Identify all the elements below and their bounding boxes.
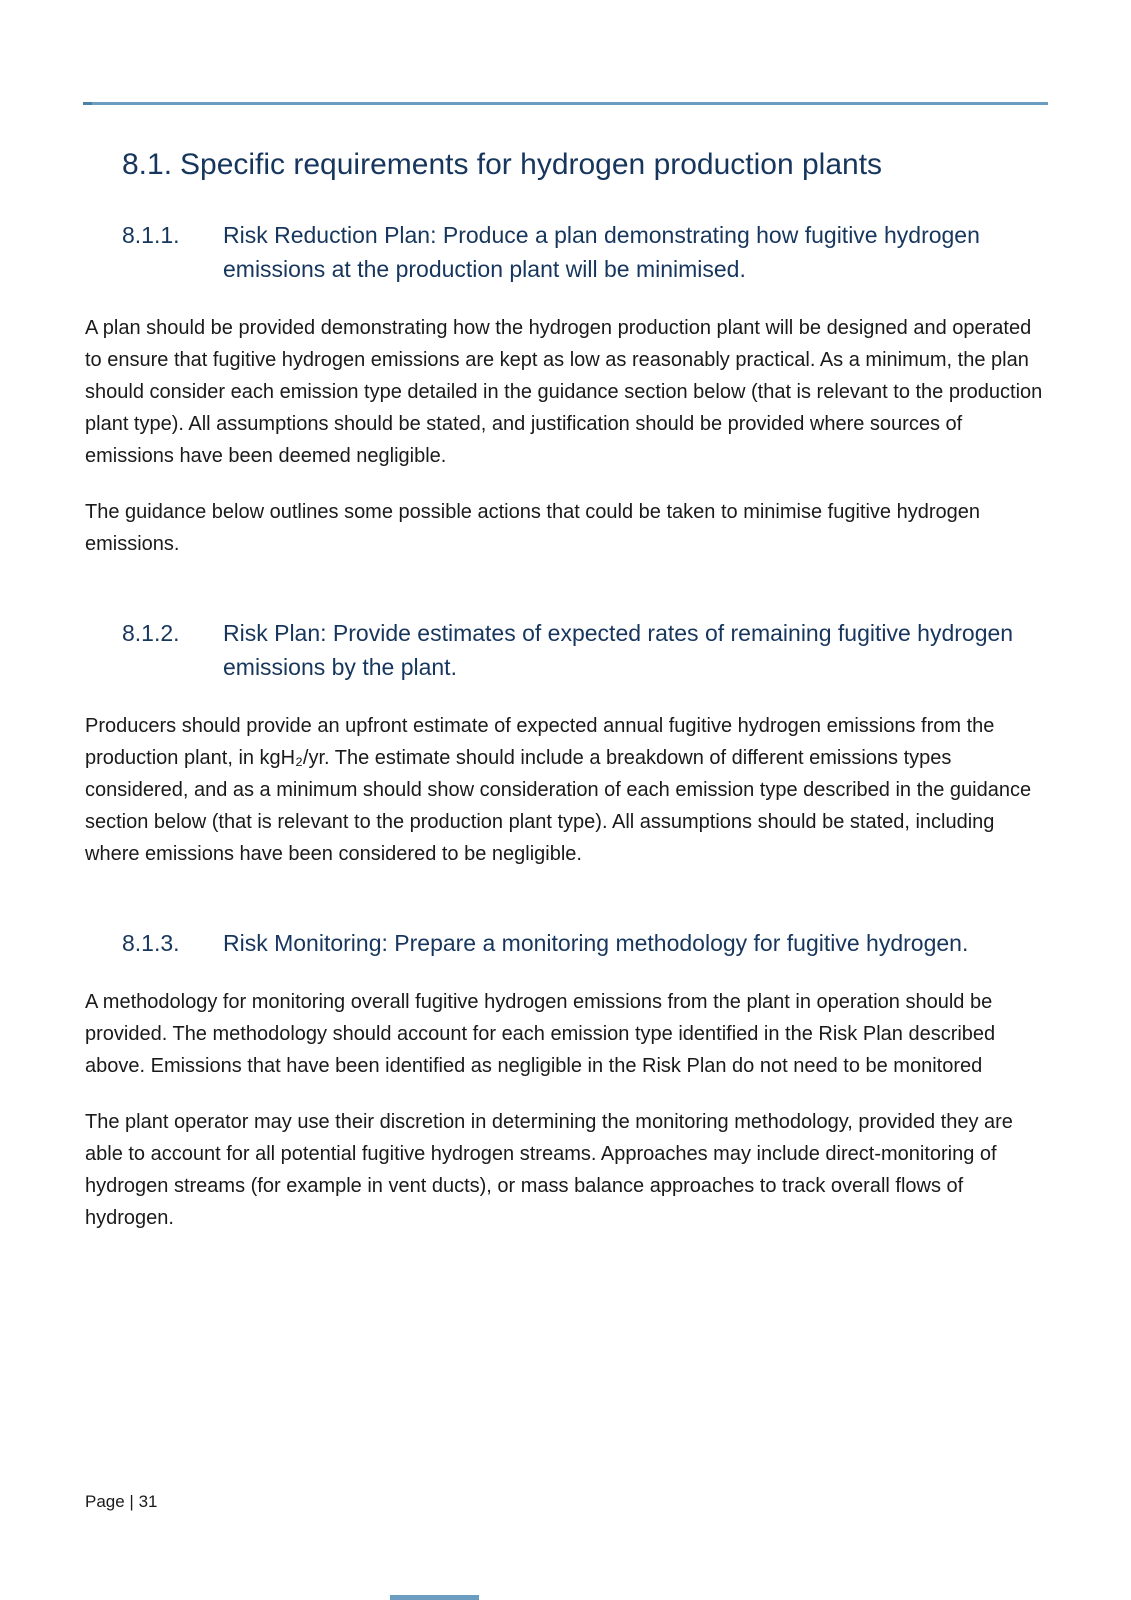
subsection-number: 8.1.2. xyxy=(122,620,180,646)
header-rule-cap xyxy=(83,102,92,105)
subsection-heading-8-1-1 xyxy=(122,218,1048,286)
subsection-number: 8.1.1. xyxy=(122,222,180,248)
next-page-rule xyxy=(390,1595,479,1600)
paragraph: The guidance below outlines some possible actions that could be taken to minimise fugitive hydrogen emissions. xyxy=(85,501,980,555)
subsection-heading-8-1-3 xyxy=(122,926,1048,960)
page-content xyxy=(85,146,1048,1234)
subsection-number: 8.1.3. xyxy=(122,930,180,956)
subsection-heading-8-1-2 xyxy=(122,616,1048,684)
paragraph: A methodology for monitoring overall fugitive hydrogen emissions from the plant in operation should be provided. The methodology should account for each emission type identified in the Risk Plan described above. Emissions that have been identified as negligible in the Risk Plan do not need to be monitored xyxy=(85,991,996,1077)
paragraph: The plant operator may use their discretion in determining the monitoring methodology, provided they are able to account for all potential fugitive hydrogen streams. Approaches may include direct-monitoring of hydrogen streams (for example in vent ducts), or mass balance approaches to track overall flows of hydrogen. xyxy=(85,1111,1013,1229)
page-number-footer: Page | 31 xyxy=(85,1492,158,1511)
paragraph: A plan should be provided demonstrating how the hydrogen production plant will be designed and operated to ensure that fugitive hydrogen emissions are kept as low as reasonably practical. As a minimum, the plan should consider each emission type detailed in the guidance section below (that is relevant to the production plant type). All assumptions should be stated, and justification should be provided where sources of emissions have been deemed negligible. xyxy=(85,317,1043,467)
section-number: 8.1. xyxy=(122,148,173,181)
section-title: Specific requirements for hydrogen production plants xyxy=(180,148,883,181)
header-rule xyxy=(83,102,1048,105)
section-heading-8-1 xyxy=(122,146,1048,184)
paragraph: Producers should provide an upfront estimate of expected annual fugitive hydrogen emissions from the production plant, in kgH₂/yr. The estimate should include a breakdown of different emissions types considered, and as a minimum should show consideration of each emission type described in the guidance section below (that is relevant to the production plant type). All assumptions should be stated, including where emissions have been considered to be negligible. xyxy=(85,715,1032,865)
subsection-title: Risk Monitoring: Prepare a monitoring methodology for fugitive hydrogen. xyxy=(223,930,969,956)
subsection-title: Risk Plan: Provide estimates of expected rates of remaining fugitive hydrogen emissions by the plant. xyxy=(223,620,1014,680)
subsection-title: Risk Reduction Plan: Produce a plan demonstrating how fugitive hydrogen emissions at the production plant will be minimised. xyxy=(223,222,980,282)
